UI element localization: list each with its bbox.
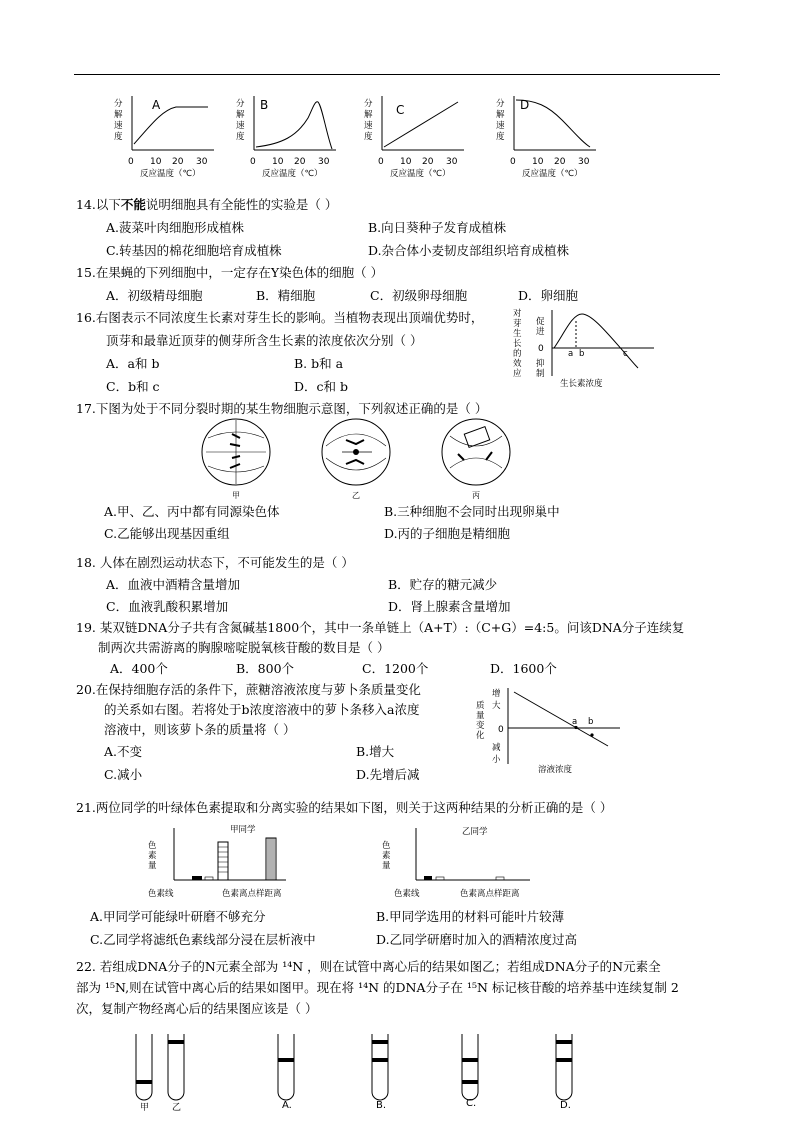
svg-text:生: 生 [513,329,522,339]
svg-text:素: 素 [148,851,157,861]
q16-option-d: D．c和 b [294,379,348,394]
svg-text:10: 10 [532,157,544,167]
q17-option-c: C.乙能够出现基因重组 [104,526,230,541]
svg-text:生长素浓度: 生长素浓度 [560,379,603,389]
q19-stem-line2: 制两次共需游离的胸腺嘧啶脱氧核苷酸的数目是（ ） [98,640,390,655]
q18-option-b: B．贮存的糖元减少 [388,577,498,592]
svg-text:长: 长 [513,339,522,349]
svg-text:度: 度 [364,132,373,142]
svg-text:解: 解 [364,110,373,120]
q15-option-d: D．卵细胞 [518,288,579,303]
svg-text:30: 30 [196,157,208,167]
tube-label-a: A. [282,1100,292,1111]
q17-option-a: A.甲、乙、丙中都有同源染色体 [104,504,280,519]
tube-c [462,1034,478,1100]
q20-stem-line1: 20.在保持细胞存活的条件下，蔗糖溶液浓度与萝卜条质量变化 [76,682,421,697]
svg-text:溶液浓度: 溶液浓度 [538,765,573,775]
q14-option-a: A.菠菜叶肉细胞形成植株 [106,220,245,235]
svg-text:0: 0 [250,157,256,167]
tube-label-jia: 甲 [140,1103,150,1113]
svg-text:量: 量 [148,861,157,871]
q22-line1: 22. 若组成DNA分子的N元素全部为 ¹⁴N ，则在试管中离心后的结果如图乙；若组成DNA分子的N元素全 [76,959,661,974]
q14-option-d: D.杂合体小麦韧皮部组织培育成植株 [368,243,570,258]
q15-option-b: B．精细胞 [256,288,316,303]
graph-a [114,96,214,179]
q19-stem-line1: 19. 某双链DNA分子共有含氮碱基1800个，其中一条单链上（A+T）:（C+G）=4:5。问该DNA分子连续复 [76,620,685,635]
q16-stem-line1: 16.右图表示不同浓度生长素对芽生长的影响。当植物表现出顶端优势时， [76,310,484,325]
q14-option-c: C.转基因的棉花细胞培育成植株 [106,243,282,258]
svg-text:反应温度（℃）: 反应温度（℃） [390,169,451,179]
tube-label-b: B. [376,1100,387,1111]
tube-a [278,1034,294,1100]
q20-option-c: C.减小 [104,767,143,782]
graph-c [364,96,464,179]
svg-text:20: 20 [422,157,434,167]
svg-text:反应温度（℃）: 反应温度（℃） [262,169,323,179]
svg-text:速: 速 [496,121,505,131]
q20-stem-line2: 的关系如右图。若将处于b浓度溶液中的萝卜条移入a浓度 [104,702,420,717]
svg-text:30: 30 [446,157,458,167]
svg-text:20: 20 [172,157,184,167]
svg-text:甲同学: 甲同学 [230,825,256,835]
q17-stem: 17.下图为处于不同分裂时期的某生物细胞示意图，下列叙述正确的是（ ） [76,401,488,416]
q16-option-a: A．a和 b [106,356,160,371]
svg-text:10: 10 [272,157,284,167]
svg-text:解: 解 [236,110,245,120]
svg-text:色: 色 [382,841,391,851]
svg-text:色素离点样距离: 色素离点样距离 [460,889,520,899]
q21-stem: 21.两位同学的叶绿体色素提取和分离实验的结果如下图，则关于这两种结果的分析正确的是（ ） [76,800,613,815]
tube-label-d: D. [560,1100,571,1111]
centrifuge-tubes [126,1030,596,1114]
svg-text:30: 30 [578,157,590,167]
q14-option-b: B.向日葵种子发育成植株 [368,220,507,235]
svg-text:变: 变 [476,721,485,731]
svg-text:10: 10 [150,157,162,167]
q18-option-d: D．肾上腺素含量增加 [388,599,511,614]
graph-d [496,96,596,179]
svg-text:芽: 芽 [513,319,522,329]
q19-option-c: C．1200个 [362,661,429,676]
q18-stem: 18. 人体在剧烈运动状态下，不可能发生的是（ ） [76,555,354,570]
svg-text:0: 0 [378,157,384,167]
q22-line2: 部为 ¹⁵N,则在试管中离心后的结果如图甲。现在将 ¹⁴N 的DNA分子在 ¹⁵N 标记核苷酸的培养基中连续复制 2 [76,980,679,995]
temperature-graphs [110,92,750,180]
q21-option-d: D.乙同学研磨时加入的酒精浓度过高 [376,932,578,947]
q15-option-a: A．初级精母细胞 [106,288,203,303]
svg-text:a: a [568,349,574,359]
auxin-graph [508,304,658,390]
q14-stem: 14.以下不能说明细胞具有全能性的实验是（ ） [76,197,338,212]
svg-text:促: 促 [536,317,545,327]
q18-option-c: C．血液乳酸积累增加 [106,599,229,614]
svg-text:乙同学: 乙同学 [462,827,488,837]
header-rule [74,74,720,75]
svg-text:b: b [588,717,594,727]
svg-text:化: 化 [476,731,485,741]
svg-text:速: 速 [364,121,373,131]
q20-stem-line3: 溶液中，则该萝卜条的质量将（ ） [104,722,296,737]
svg-text:大: 大 [492,701,501,711]
svg-text:抑: 抑 [536,359,545,369]
svg-text:解: 解 [496,110,505,120]
q20-option-b: B.增大 [356,744,395,759]
svg-text:分: 分 [236,99,245,109]
q18-option-a: A．血液中酒精含量增加 [106,577,241,592]
q20-option-a: A.不变 [104,744,143,759]
q22-line3: 次，复制产物经离心后的结果图应该是（ ） [76,1001,318,1016]
chart-jia [148,824,286,899]
svg-text:20: 20 [294,157,306,167]
svg-text:30: 30 [318,157,330,167]
svg-text:素: 素 [382,851,391,861]
cell-label-bing: 丙 [472,491,480,500]
svg-text:速: 速 [236,121,245,131]
chart-yi [382,826,530,899]
cell-division-figure [196,416,526,502]
svg-text:0: 0 [128,157,134,167]
svg-text:色素线: 色素线 [394,889,420,899]
mass-change-graph [474,684,624,776]
svg-text:a: a [572,717,578,727]
svg-text:10: 10 [400,157,412,167]
tube-jia [136,1034,152,1100]
tube-label-c: C. [466,1098,477,1109]
svg-text:0: 0 [498,725,504,735]
graph-a-letter: A [152,98,161,112]
q20-option-d: D.先增后减 [356,767,420,782]
svg-text:0: 0 [538,344,544,354]
q19-option-b: B．800个 [236,661,295,676]
q16-option-c: C．b和 c [106,379,160,394]
svg-text:0: 0 [510,157,516,167]
cell-label-jia: 甲 [232,491,240,500]
svg-text:质: 质 [476,701,485,711]
svg-text:减: 减 [492,743,501,753]
tube-yi [168,1034,184,1100]
q17-option-b: B.三种细胞不会同时出现卵巢中 [384,504,560,519]
svg-text:度: 度 [496,132,505,142]
cell-yi [322,419,390,485]
q15-option-c: C．初级卵母细胞 [370,288,468,303]
q17-option-d: D.丙的子细胞是精细胞 [384,526,511,541]
graph-b [236,96,336,179]
svg-text:分: 分 [496,99,505,109]
q16-stem-line2: 顶芽和最靠近顶芽的侧芽所含生长素的浓度依次分别（ ） [106,333,423,348]
q19-option-d: D．1600个 [490,661,557,676]
cell-label-yi: 乙 [352,491,360,500]
q21-option-a: A.甲同学可能绿叶研磨不够充分 [90,909,266,924]
pigment-charts [146,820,546,906]
svg-text:对: 对 [513,309,522,319]
q19-option-a: A．400个 [110,661,168,676]
svg-text:小: 小 [492,755,501,765]
svg-text:量: 量 [382,861,391,871]
svg-text:制: 制 [536,369,545,379]
svg-text:度: 度 [114,132,123,142]
q21-option-b: B.甲同学选用的材料可能叶片较薄 [376,909,565,924]
tube-label-yi: 乙 [172,1103,182,1113]
svg-text:的: 的 [513,349,522,359]
svg-text:应: 应 [513,369,522,379]
svg-text:色: 色 [148,841,157,851]
svg-text:色素线: 色素线 [148,889,174,899]
svg-text:20: 20 [554,157,566,167]
tube-b [372,1034,388,1100]
svg-text:度: 度 [236,132,245,142]
q21-option-c: C.乙同学将滤纸色素线部分浸在层析液中 [90,932,316,947]
svg-text:色素离点样距离: 色素离点样距离 [222,889,282,899]
svg-text:解: 解 [114,110,123,120]
svg-text:反应温度（℃）: 反应温度（℃） [522,169,583,179]
svg-text:D: D [520,98,530,112]
svg-text:C: C [396,103,405,117]
q15-stem: 15.在果蝇的下列细胞中，一定存在Y染色体的细胞（ ） [76,265,384,280]
svg-text:b: b [579,349,585,359]
graph-a-ylabel: 分 [114,99,123,109]
svg-text:速: 速 [114,121,123,131]
svg-text:分: 分 [364,99,373,109]
svg-text:量: 量 [476,711,485,721]
cell-jia [202,419,270,485]
svg-text:增: 增 [492,689,501,699]
svg-text:效: 效 [513,359,522,369]
tube-d [556,1034,572,1100]
svg-text:反应温度（℃）: 反应温度（℃） [140,169,201,179]
cell-bing [442,419,510,485]
q16-option-b: B. b和 a [294,356,344,371]
svg-text:c: c [623,349,628,359]
svg-text:进: 进 [536,327,545,337]
svg-text:B: B [260,98,269,112]
